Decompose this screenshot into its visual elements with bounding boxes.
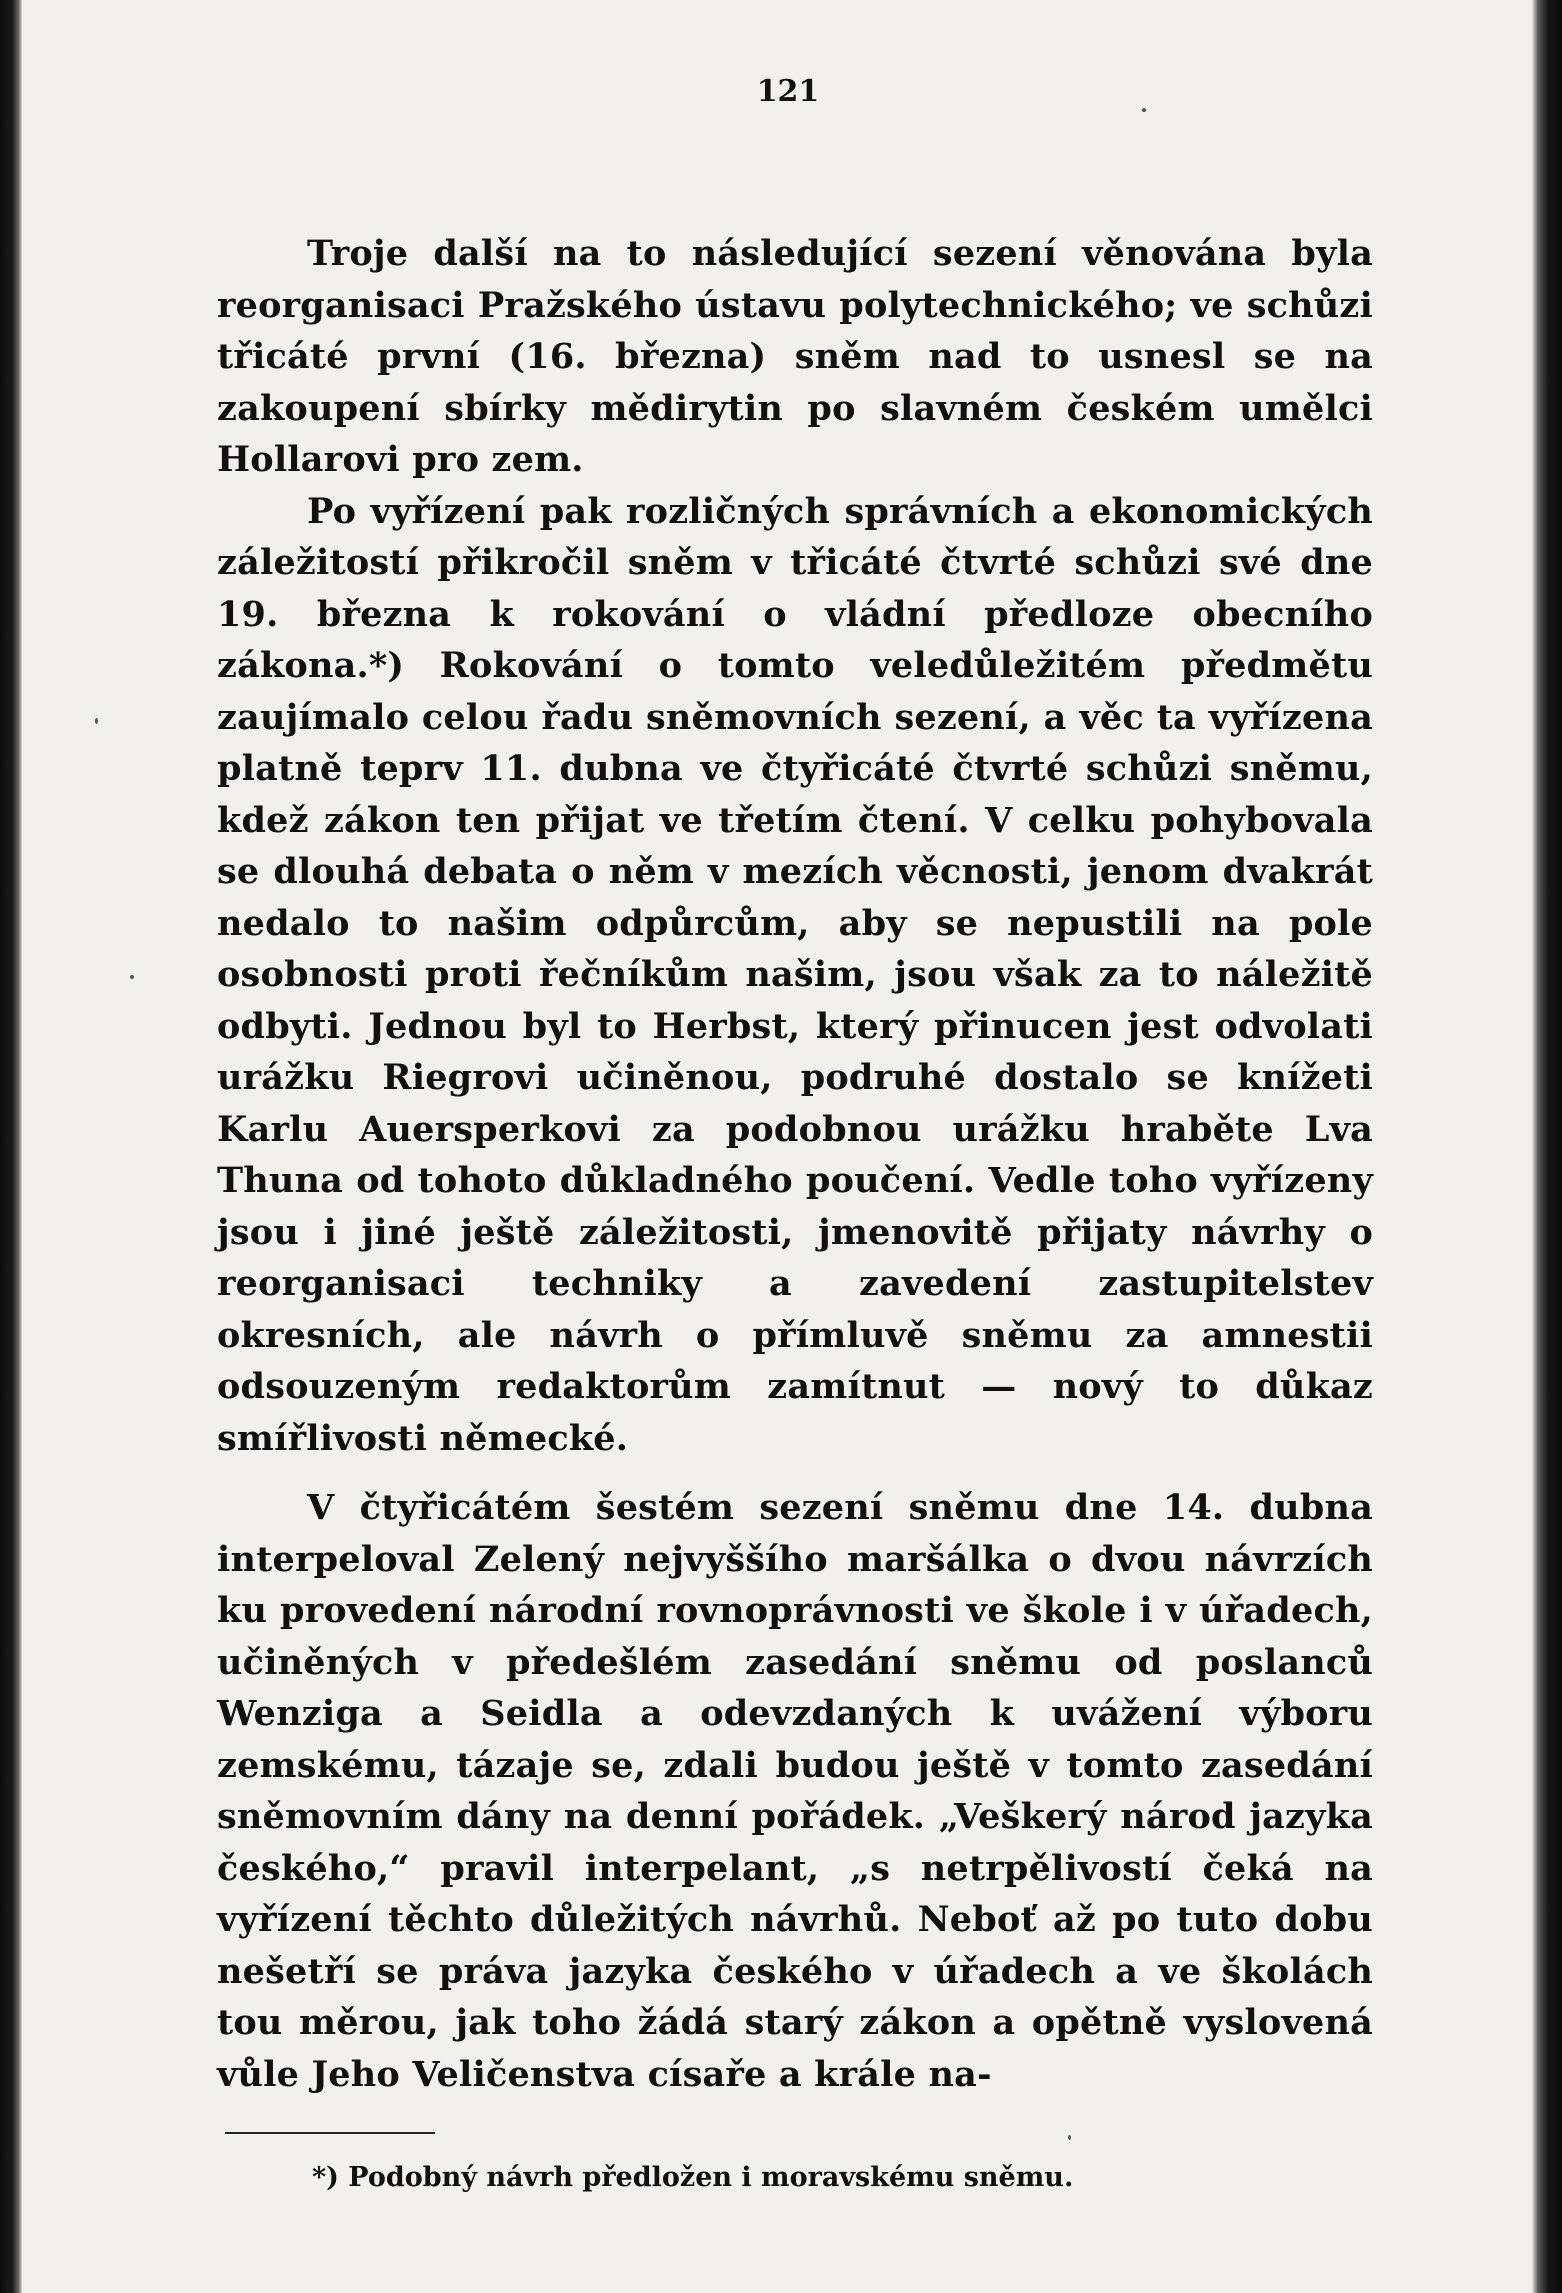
footnote: *) Podobný návrh předložen i moravskému sněmu. [312,2162,1074,2193]
paper-speck [95,718,98,724]
footnote-separator [225,2132,435,2134]
binding-shadow [0,0,22,2293]
paragraph: Troje další na to následující sezení věnována byla reorganisaci Pražského ústavu polytechnického; ve schůzi třicáté první (16. března) sněm nad to usnesl se na zakoupení sbírky mědirytin po slavném českém umělci Hollarovi pro zem. [217,233,1373,480]
page-number: 121 [756,74,820,109]
paragraph: V čtyřicátém šestém sezení sněmu dne 14. dubna interpeloval Zelený nejvyššího maršálka o dvou návrzích ku provedení národní rovnoprávnosti ve škole i v úřadech, učiněných v předešlém zasedání sněmu od poslanců Wenziga a Seidla a odevzdaných k uvážení výboru zemskému, tázaje se, zdali budou ještě v tomto zasedání sněmovním dány na denní pořádek. „Veškerý národ jazyka českého,“ pravil interpelant, „s netrpělivostí čeká na vyřízení těchto důležitých návrhů. Neboť až po tuto dobu nešetří se práva jazyka českého v úřadech a ve školách tou měrou, jak toho žádá starý zákon a opětně vyslovená vůle Jeho Veličenstva císaře a krále na- [217,1487,1373,2095]
scanner-edge [1532,0,1562,2293]
page-content [217,62,1373,2198]
paragraph: Po vyřízení pak rozličných správních a ekonomických záležitostí přikročil sněm v třicáté čtvrté schůzi své dne 19. března k rokování o vládní předloze obecního zákona.*) Rokování o tomto veledůležitém předmětu zaujímalo celou řadu sněmovních sezení, a věc ta vyřízena platně teprv 11. dubna ve čtyřicáté čtvrté schůzi sněmu, kdež zákon ten přijat ve třetím čtení. V celku pohybovala se dlouhá debata o něm v mezích věcnosti, jenom dvakrát nedalo to našim odpůrcům, aby se nepustili na pole osobnosti proti řečníkům našim, jsou však za to náležitě odbyti. Jednou byl to Herbst, který přinucen jest odvolati urážku Riegrovi učiněnou, podruhé dostalo se knížeti Karlu Auersperkovi za podobnou urážku hraběte Lva Thuna od tohoto důkladného poučení. Vedle toho vyřízeny jsou i jiné ještě záležitosti, jmenovitě přijaty návrhy o reorganisaci techniky a zavedení zastupitelstev okresních, ale návrh o přímluvě sněmu za amnestii odsouzeným redaktorům zamítnut — nový to důkaz smířlivosti německé. [217,490,1373,1459]
paper-speck [130,975,134,979]
body-text [217,228,1373,2100]
